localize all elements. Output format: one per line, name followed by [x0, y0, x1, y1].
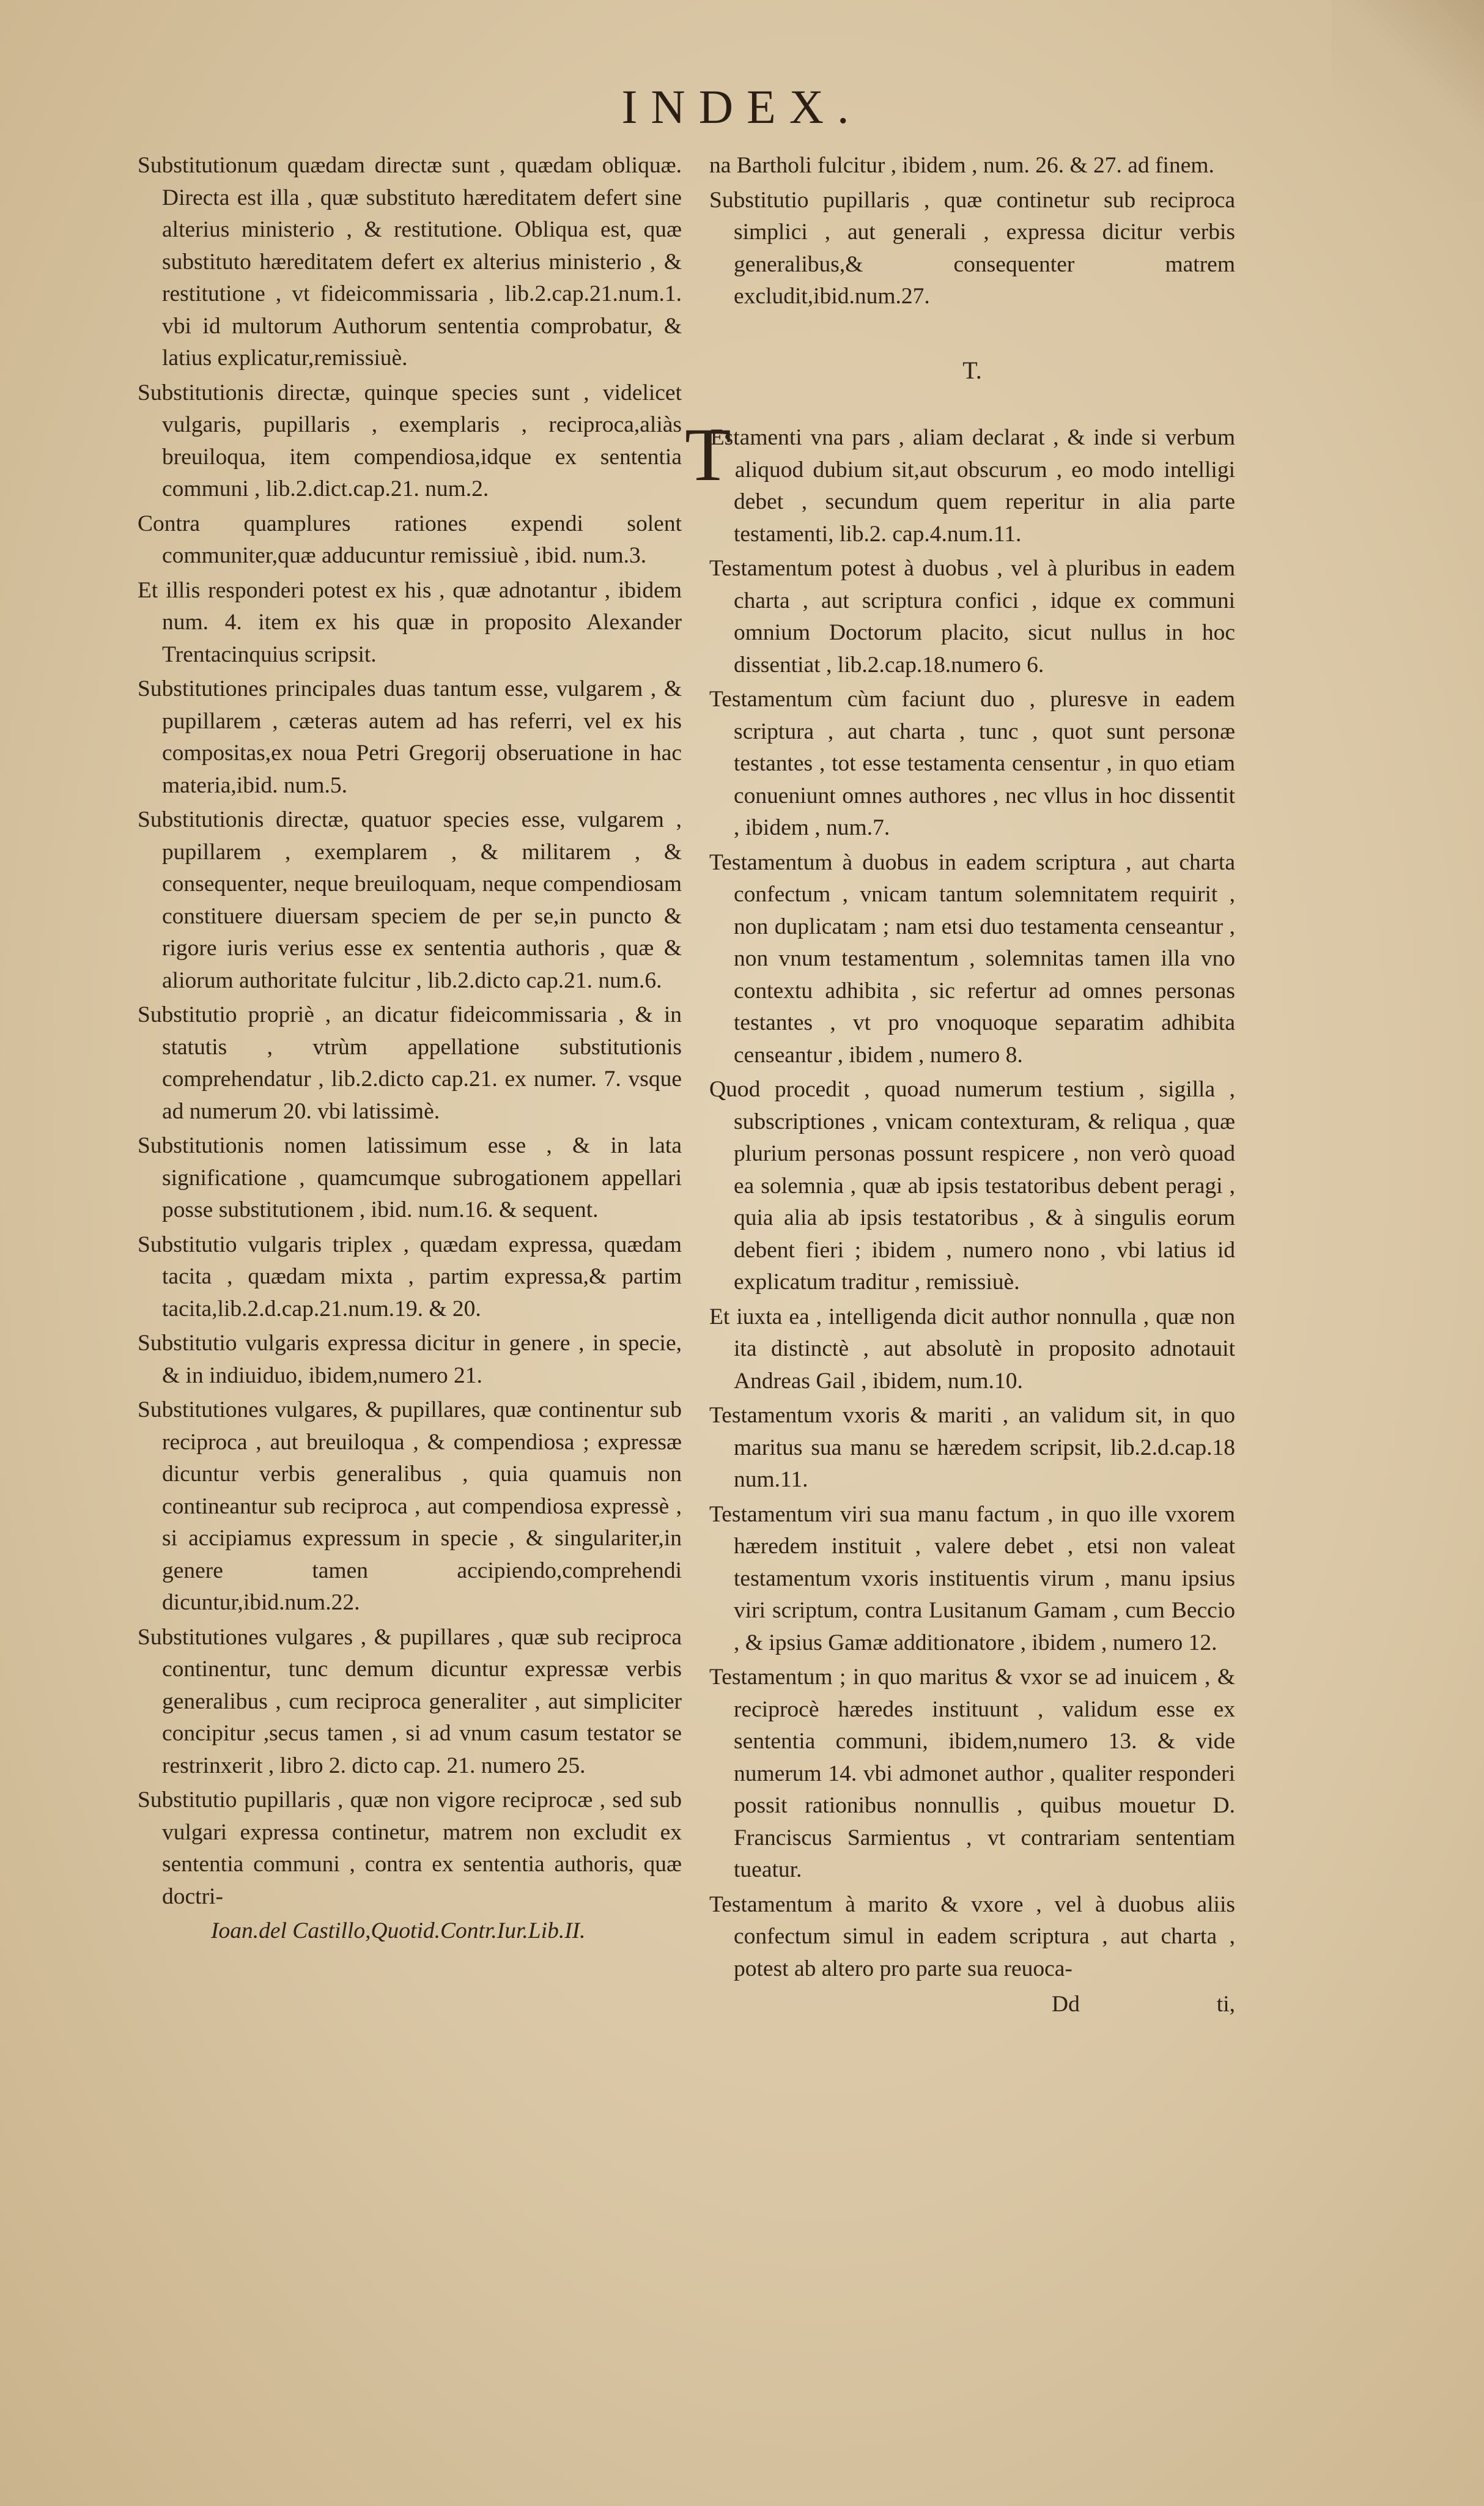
index-entry-first — [685, 413, 1235, 550]
index-entry: Testamentum ; in quo maritus & vxor se ad inuicem , & reciprocè hæredes instituunt , validum esse ex sententia communi, ibidem,numero 13. & vide numerum 14. vbi admonet author , qualiter responderi possit rationibus nonnullis , quibus mouetur D. Franciscus Sarmientus , vt contrariam sententiam tueatur. — [709, 1665, 1235, 1882]
drop-cap: T — [685, 413, 731, 497]
index-entry: Quod procedit , quoad numerum testium , sigilla , subscriptiones , vnicam contexturam, & reliqua , quæ plurium personas possunt respicere , non verò quoad ea solemnia , quæ ab ipsis testatoribus debent peragi , quia alia ab ipsis testatoribus , & à singulis eorum debent fieri ; ibidem , numero nono , vbi latius id explicatum traditur , remissiuè. — [709, 1077, 1235, 1295]
index-entry: Substitutiones principales duas tantum esse, vulgarem , & pupillarem , cæteras autem ad has referri, vel ex his compositas,ex noua Petri Gregorij obseruatione in hac materia,ibid. num.5. — [138, 676, 682, 798]
section-letter: T. — [962, 356, 982, 384]
index-entry: Substitutiones vulgares , & pupillares , quæ sub reciproca continentur, tunc demum dicuntur expressæ verbis generalibus , cum reciproca generaliter , aut simpliciter concipitur ,secus tamen , si ad vnum casum testator se restrinxerit , libro 2. dicto cap. 21. numero 25. — [138, 1624, 682, 1778]
index-entry: Testamentum potest à duobus , vel à pluribus in eadem charta , aut scriptura confici , idque ex communi omnium Doctorum placito, sicut nullus in hoc dissentiat , lib.2.cap.18.numero 6. — [709, 556, 1235, 678]
left-column — [138, 150, 682, 1948]
index-entry: Substitutio pupillaris , quæ non vigore reciprocæ , sed sub vulgari expressa continetur, matrem non excludit ex sententia communi , contra ex sententia authoris, quæ doctri- — [138, 1787, 682, 1909]
catchword: ti, — [1216, 1992, 1235, 2017]
index-entry: Et iuxta ea , intelligenda dicit author nonnulla , quæ non ita distinctè , aut absolutè in proposito adnotauit Andreas Gail , ibidem, num.10. — [709, 1304, 1235, 1394]
index-entry: Testamentum vxoris & mariti , an validum sit, in quo maritus sua manu se hæredem scripsit, lib.2.d.cap.18 num.11. — [709, 1403, 1235, 1492]
running-footer: Ioan.del Castillo,Quotid.Contr.Iur.Lib.II. — [211, 1918, 586, 1943]
index-entry: Contra quamplures rationes expendi solent communiter,quæ adducuntur remissiuè , ibid. num.3. — [138, 511, 682, 568]
index-entry: Substitutio pupillaris , quæ continetur sub reciproca simplici , aut generali , expressa dicitur verbis generalibus,& consequenter matrem excludit,ibid.num.27. — [709, 187, 1235, 309]
index-entry: Et illis responderi potest ex his , quæ adnotantur , ibidem num. 4. item ex his quæ in proposito Alexander Trentacinquius scripsit. — [138, 577, 682, 667]
index-entry: Testamentum à duobus in eadem scriptura , aut charta confectum , vnicam tantum solemnitatem requirit , non duplicatam ; nam etsi duo testamenta censeantur , non vnum testamentum , solemnitas tamen illa vno contextu adhibita , sic refertur ad omnes personas testantes , vt pro vnoquoque separatim adhibita censeantur , ibidem , numero 8. — [709, 849, 1235, 1068]
index-entry: Substitutio vulgaris expressa dicitur in genere , in specie, & in indiuiduo, ibidem,numero 21. — [138, 1331, 682, 1388]
index-entry: na Bartholi fulcitur , ibidem , num. 26. & 27. ad finem. — [709, 153, 1214, 178]
index-entry: Substitutio propriè , an dicatur fideicommissaria , & in statutis , vtrùm appellatione substitutionis comprehendatur , lib.2.dicto cap.21. ex numer. 7. vsque ad numerum 20. vbi latissimè. — [138, 1002, 682, 1124]
signature-mark: Dd — [1052, 1992, 1080, 2017]
index-entry: Testamentum à marito & vxore , vel à duobus aliis confectum simul in eadem scriptura , aut charta , potest ab altero pro parte sua reuoca- — [709, 1891, 1235, 1981]
index-entry: Substitutio vulgaris triplex , quædam expressa, quædam tacita , quædam mixta , partim expressa,& partim tacita,lib.2.d.cap.21.num.19. & 20. — [138, 1232, 682, 1321]
index-entry-text: Estamenti vna pars , aliam declarat , & inde si verbum aliquod dubium sit,aut obscurum , eo modo intelligi debet , secundum quem reperitur in alia parte testamenti, lib.2. cap.4.num.11. — [710, 425, 1235, 547]
index-entry: Substitutionis directæ, quatuor species esse, vulgarem , pupillarem , exemplarem , & militarem , & consequenter, neque breuiloquam, neque compendiosam constituere diuersam speciem de per se,in puncto & rigore iuris verius esse ex sententia authoris , quæ & aliorum authoritate fulcitur , lib.2.dicto cap.21. num.6. — [138, 807, 682, 993]
index-entry: Substitutionis nomen latissimum esse , & in lata significatione , quamcumque subrogationem appellari posse substitutionem , ibid. num.16. & sequent. — [138, 1133, 682, 1222]
footer-line — [709, 1989, 1235, 2020]
index-entry: Testamentum viri sua manu factum , in quo ille vxorem hæredem instituit , valere debet , etsi non valeat testamentum vxoris instituentis virum , manu ipsius viri scriptum, contra Lusitanum Gamam , cum Beccio , & ipsius Gamæ additionatore , ibidem , numero 12. — [709, 1501, 1235, 1655]
index-entry: Substitutionis directæ, quinque species sunt , videlicet vulgaris, pupillaris , exemplaris , reciproca,aliàs breuiloqua, item compendiosa,idque ex sententia communi , lib.2.dict.cap.21. num.2. — [138, 380, 682, 501]
page-title: INDEX. — [621, 80, 863, 133]
index-entry: Substitutiones vulgares, & pupillares, quæ continentur sub reciproca , aut breuiloqua , & compendiosa ; expressæ dicuntur verbis generalibus , quia quamuis non contineantur sub reciproca , aut compendiosa expressè , si accipiamus expressum in specie , & singulariter,in genere tamen accipiendo,comprehendi dicuntur,ibid.num.22. — [138, 1397, 682, 1615]
right-column — [685, 150, 1235, 2020]
index-entry: Substitutionum quædam directæ sunt , quædam obliquæ. Directa est illa , quæ substituto hæreditatem defert sine alterius ministerio , & restitutione. Obliqua est, quæ substituto hæreditatem defert ex alterius ministerio , & restitutione , vt fideicommissaria , lib.2.cap.21.num.1. vbi id multorum Authorum sententia comprobatur, & latius explicatur,remissiuè. — [138, 153, 682, 371]
index-entry: Testamentum cùm faciunt duo , pluresve in eadem scriptura , aut charta , tunc , quot sunt personæ testantes , tot esse testamenta censentur , in quo etiam conueniunt omnes authores , nec vllus in hoc dissentit , ibidem , num.7. — [709, 687, 1235, 840]
